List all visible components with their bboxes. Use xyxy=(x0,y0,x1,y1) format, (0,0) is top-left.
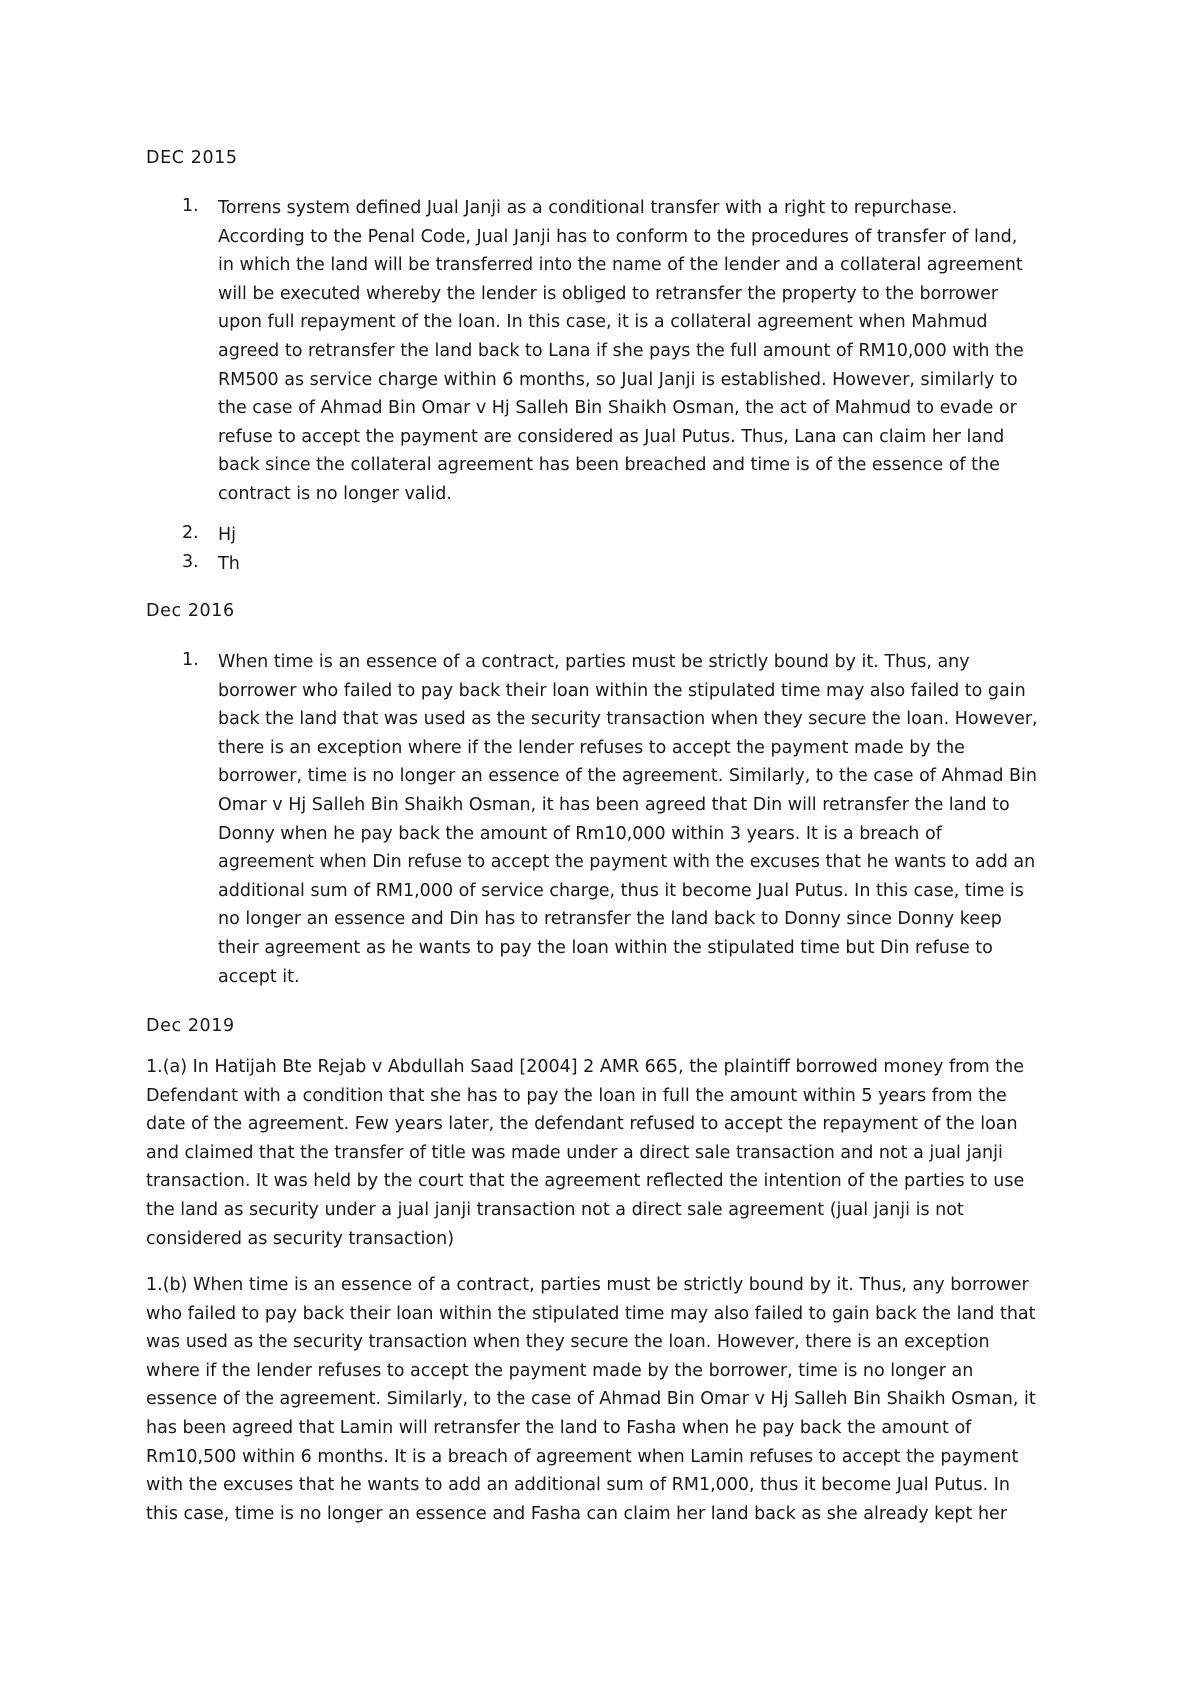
answer-text: Th xyxy=(218,554,240,574)
answer-line: 1.(b) When time is an essence of a contract, parties must be strictly bound by it. Thus, any borrower xyxy=(146,1275,1029,1295)
answer-line: 1.(a) In Hatijah Bte Rejab v Abdullah Saad [2004] 2 AMR 665, the plaintiff borrowed money from the xyxy=(146,1057,1024,1077)
item-number: 3. xyxy=(182,552,199,572)
answer-line: When time is an essence of a contract, parties must be strictly bound by it. Thus, any xyxy=(218,652,970,672)
answer-line: the land as security under a jual janji transaction not a direct sale agreement (jual janji is not xyxy=(146,1199,964,1220)
answer-line: where if the lender refuses to accept the payment made by the borrower, time is no longer an xyxy=(146,1360,974,1381)
answer-line: their agreement as he wants to pay the loan within the stipulated time but Din refuse to xyxy=(218,937,993,958)
answer-line: contract is no longer valid. xyxy=(218,483,452,504)
answer-paragraph-dec-2015-q3 xyxy=(218,550,1060,579)
answer-line: will be executed whereby the lender is obliged to retransfer the property to the borrower xyxy=(218,283,999,304)
answer-line: agreement when Din refuse to accept the payment with the excuses that he wants to add an xyxy=(218,852,1036,873)
section-heading-dec-2015: DEC 2015 xyxy=(146,148,238,168)
answer-paragraph-dec-2019-q1a xyxy=(146,1053,1060,1253)
answer-line: accept it. xyxy=(218,966,300,987)
answer-line: this case, time is no longer an essence and Fasha can claim her land back as she already kept her xyxy=(146,1503,1008,1524)
answer-line: there is an exception where if the lender refuses to accept the payment made by the xyxy=(218,737,965,758)
answer-line: in which the land will be transferred into the name of the lender and a collateral agreement xyxy=(218,255,1023,276)
answer-paragraph-dec-2019-q1b xyxy=(146,1271,1060,1528)
answer-line: refuse to accept the payment are considered as Jual Putus. Thus, Lana can claim her land xyxy=(218,426,1005,447)
answer-line: Donny when he pay back the amount of Rm10,000 within 3 years. It is a breach of xyxy=(218,823,942,844)
answer-line: the case of Ahmad Bin Omar v Hj Salleh Bin Shaikh Osman, the act of Mahmud to evade or xyxy=(218,398,1017,419)
section-heading-dec-2016: Dec 2016 xyxy=(146,601,235,621)
item-number: 1. xyxy=(182,196,199,216)
answer-line: According to the Penal Code, Jual Janji has to conform to the procedures of transfer of land, xyxy=(218,226,1018,247)
answer-paragraph-dec-2015-q2 xyxy=(218,521,1060,550)
answer-line: considered as security transaction) xyxy=(146,1228,455,1249)
answer-line: borrower, time is no longer an essence of the agreement. Similarly, to the case of Ahmad Bin xyxy=(218,766,1037,787)
answer-line: borrower who failed to pay back their loan within the stipulated time may also failed to gain xyxy=(218,680,1026,701)
answer-line: no longer an essence and Din has to retransfer the land back to Donny since Donny keep xyxy=(218,909,1002,930)
answer-line: Defendant with a condition that she has to pay the loan in full the amount within 5 years from the xyxy=(146,1085,1007,1106)
answer-line: who failed to pay back their loan within the stipulated time may also failed to gain back the land that xyxy=(146,1303,1036,1324)
answer-line: has been agreed that Lamin will retransfer the land to Fasha when he pay back the amount of xyxy=(146,1417,972,1438)
answer-text: Hj xyxy=(218,525,237,545)
answer-line: transaction. It was held by the court that the agreement reflected the intention of the parties to use xyxy=(146,1171,1025,1192)
answer-line: upon full repayment of the loan. In this case, it is a collateral agreement when Mahmud xyxy=(218,312,988,333)
answer-paragraph-dec-2016-q1 xyxy=(218,648,1060,991)
answer-line: essence of the agreement. Similarly, to the case of Ahmad Bin Omar v Hj Salleh Bin Shaikh Osman, it xyxy=(146,1389,1036,1410)
answer-line: Torrens system defined Jual Janji as a conditional transfer with a right to repurchase. xyxy=(218,198,958,218)
answer-line: back the land that was used as the security transaction when they secure the loan. However, xyxy=(218,709,1038,730)
answer-line: RM500 as service charge within 6 months, so Jual Janji is established. However, similarly to xyxy=(218,369,1018,390)
section-heading-dec-2019: Dec 2019 xyxy=(146,1016,235,1036)
item-number: 1. xyxy=(182,650,199,670)
answer-line: was used as the security transaction when they secure the loan. However, there is an exception xyxy=(146,1332,990,1353)
answer-line: additional sum of RM1,000 of service charge, thus it become Jual Putus. In this case, time is xyxy=(218,880,1024,901)
answer-line: and claimed that the transfer of title was made under a direct sale transaction and not a jual janji xyxy=(146,1142,1003,1163)
answer-line: with the excuses that he wants to add an additional sum of RM1,000, thus it become Jual Putus. In xyxy=(146,1475,1010,1496)
answer-line: Rm10,500 within 6 months. It is a breach of agreement when Lamin refuses to accept the payment xyxy=(146,1446,1019,1467)
answer-paragraph-dec-2015-q1 xyxy=(218,194,1060,509)
answer-line: agreed to retransfer the land back to Lana if she pays the full amount of RM10,000 with the xyxy=(218,340,1024,361)
answer-line: date of the agreement. Few years later, the defendant refused to accept the repayment of the loan xyxy=(146,1114,1018,1135)
answer-line: Omar v Hj Salleh Bin Shaikh Osman, it has been agreed that Din will retransfer the land to xyxy=(218,794,1010,815)
answer-line: back since the collateral agreement has been breached and time is of the essence of the xyxy=(218,455,1000,476)
item-number: 2. xyxy=(182,523,199,543)
